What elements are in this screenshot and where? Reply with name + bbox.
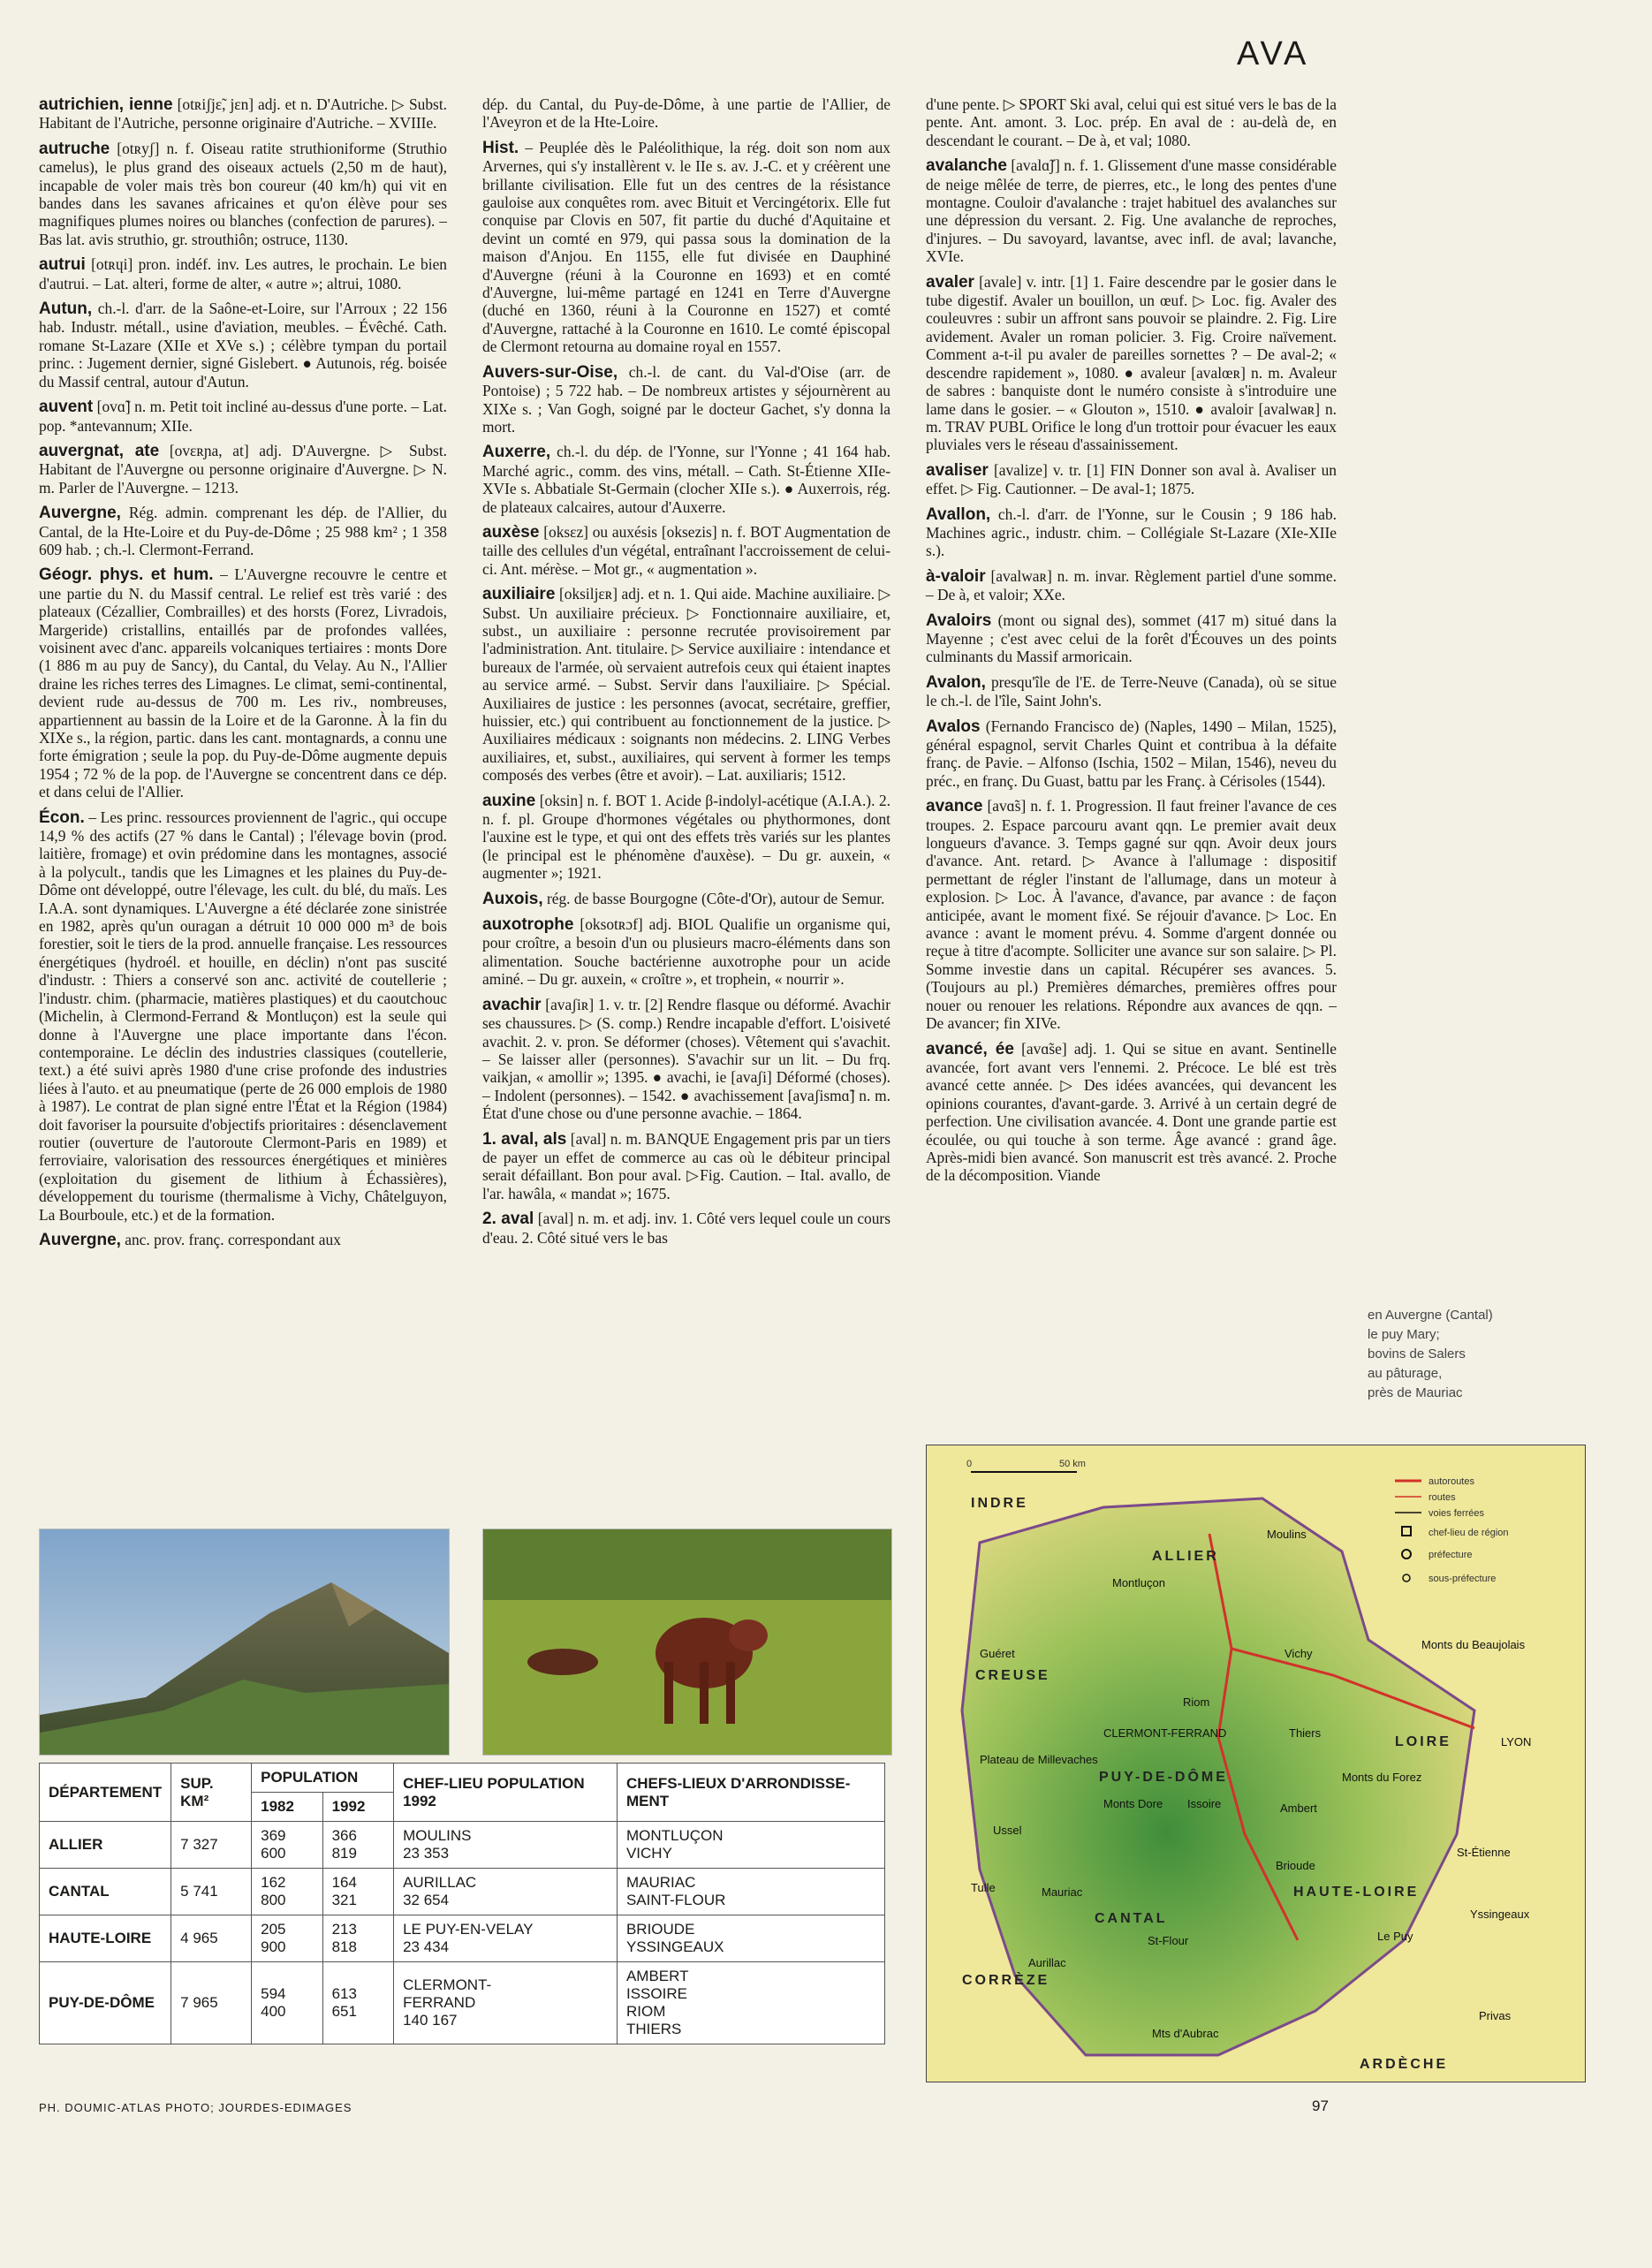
- dictionary-entry: [482, 996, 890, 1123]
- headword: Avaloirs: [926, 611, 992, 630]
- th-superficie: SUP. KM²: [171, 1764, 252, 1822]
- map-city-ussel: Ussel: [993, 1824, 1022, 1837]
- headword: autruche: [39, 139, 110, 158]
- page-number: 97: [1312, 2097, 1329, 2114]
- dictionary-entry: [39, 95, 447, 133]
- table-cell-arr: MONTLUÇON VICHY: [617, 1822, 884, 1869]
- headword: auxèse: [482, 522, 540, 542]
- map-legend-autoroutes: autoroutes: [1428, 1476, 1474, 1487]
- caption-line: au pâturage,: [1368, 1366, 1443, 1381]
- map-city-thiers: Thiers: [1289, 1726, 1322, 1740]
- map-legend-voies-ferrees: voies ferrées: [1428, 1508, 1484, 1519]
- map-scale-0: 0: [966, 1459, 973, 1469]
- entry-body: [avɑ̃se] adj. 1. Qui se situe en avant. Sentinelle avancée, fort avant vers l'ennemi. 2. Précoce. Le blé est très avancé cette année. ▷ Des idées avancées, qui devancent les opinions courantes, d'avant-garde. 3. Arrivé à un certain degré de perfection. Une civilisation avancée. 4. Dont une grande partie est écoulée, ou qui touche à son terme. Âge avancé : grand âge. Après-midi bien avancé. Son manuscrit est très avancé. 2. Proche de la décomposition. Viande: [926, 1039, 1337, 1185]
- dictionary-entry: [482, 443, 890, 516]
- departement-table: [39, 1763, 885, 2044]
- th-chefs-lieux-arr: CHEFS-LIEUX D'ARRONDISSE-MENT: [617, 1764, 884, 1822]
- headword: auxine: [482, 791, 536, 810]
- entry-body: [oksotʀɔf] adj. BIOL Qualifie un organisme qui, pour croître, a besoin d'un ou plusieurs macro-éléments dans son alimentation. Souche bactérienne auxotrophe pour un acide aminé. – Du gr. auxein, « croître », et trophein, « nourrir ».: [482, 915, 890, 989]
- table-cell-dept: CANTAL: [40, 1869, 171, 1915]
- th-departement: DÉPARTEMENT: [40, 1764, 171, 1822]
- dictionary-entry: [39, 808, 447, 1224]
- map-legend-sous-prefecture: sous-préfecture: [1428, 1574, 1497, 1584]
- entry-body: presqu'île de l'E. de Terre-Neuve (Canada), où se situe le ch.-l. de l'île, Saint John's.: [926, 672, 1337, 710]
- dictionary-entry: [482, 523, 890, 578]
- map-city-tulle: Tulle: [971, 1881, 996, 1894]
- headword: Auvers-sur-Oise,: [482, 362, 618, 382]
- entry-body: ch.-l. d'arr. de la Saône-et-Loire, sur l'Arroux ; 22 156 hab. Industr. métall., usine d'aviation, meubles. – Évêché. Cath. romane St-Lazare (XIIe et XVe s.) ; célèbre tympan du portail princ. : Jugement dernier, signé Gislebert. ● Autunois, rég. boisée du Massif central, autour d'Autun.: [39, 300, 447, 391]
- dictionary-entry: [926, 717, 1337, 791]
- table-cell-arr: BRIOUDE YSSINGEAUX: [617, 1915, 884, 1962]
- map-mts-aubrac: Mts d'Aubrac: [1152, 2027, 1219, 2040]
- table-row: [40, 1962, 885, 2044]
- headword: avance: [926, 797, 983, 816]
- running-head: AVA: [1237, 35, 1310, 72]
- entry-body: [oksɛz] ou auxésis [oksezis] n. f. BOT Augmentation de taille des cellules d'un végétal, entraînant l'accroissement de celui-ci. Ant. mérèse. – Mot gr., « augmentation ».: [482, 522, 890, 578]
- entry-body: [avale] v. intr. [1] 1. Faire descendre par le gosier dans le tube digestif. Avaler un bouillon, un œuf. ▷ Loc. fig. Avaler des couleuvres : subir un affront sans pouvoir se plaindre. 2. Fig. Lire avidement. Avaler un roman policier. 3. Fig. Croire naïvement. Comment a-t-il pu avaler de pareilles sornettes ? – De aval-2; « descendre rapidement », 1080. ● avaleur [avalœʀ] n. m. Avaleur de sabres : banquiste dont le numéro consiste à s'introduire une lame dans le gosier. – « Glouton », 1510. ● avaloir [avalwaʀ] n. m. TRAV PUBL Orifice le long d'un trottoir pour évacuer les eaux pluviales vers le réseau d'assainissement.: [926, 272, 1337, 454]
- dictionary-entry: [39, 565, 447, 800]
- map-city-mauriac: Mauriac: [1042, 1885, 1083, 1899]
- headword: avachir: [482, 995, 542, 1014]
- dictionary-entry: [39, 442, 447, 497]
- headword: avaler: [926, 272, 974, 292]
- dictionary-entry: [482, 139, 890, 356]
- dictionary-entry: [39, 140, 447, 248]
- column-2: [482, 95, 890, 1254]
- entry-body: ch.-l. du dép. de l'Yonne, sur l'Yonne ; 41 164 hab. Marché agric., comm. des vins, métall. – Cath. St-Étienne XIIe-XVIe s. Abbatiale St-Germain (clocher XIIe s.). ● Auxerrois, rég. de plateaux calcaires, autour d'Auxerre.: [482, 443, 890, 516]
- table-cell-p82: 594 400: [252, 1962, 322, 2044]
- map-city-lyon: LYON: [1501, 1735, 1532, 1748]
- map-plateau-millevaches: Plateau de Millevaches: [980, 1753, 1098, 1766]
- entry-body: – L'Auvergne recouvre le centre et une partie du N. du Massif central. Le relief est très varié : des plateaux (Cézallier, Combrailles) et des horsts (Forez, Livradois, Margeride) cristallins, entaillés par de profondes vallées, voisinent avec d'anc. appareils volcaniques tertiaires : monts Dore (1 886 m au puy de Sancy), du Cantal, du Velay. Au N., l'Allier draine les riches terres des Limagnes. Le climat, semi-continental, devient rude au-dessus de 700 m. Les riv., nombreuses, appartiennent au bassin de la Loire et de la Garonne. À la fin du XIXe s., la région, partic. dans les cant. montagnards, a connu une forte émigration ; seule la pop. du Puy-de-Dôme augmente depuis 1954 ; 72 % de la pop. de l'Auvergne se concentrent dans ce dép. et dans celui de l'Allier.: [39, 565, 447, 801]
- dictionary-entry: [482, 363, 890, 436]
- photo-puy-mary: [39, 1528, 450, 1756]
- table-cell-sup: 5 741: [171, 1869, 252, 1915]
- headword: avaliser: [926, 460, 989, 480]
- map-city-clermont: CLERMONT-FERRAND: [1103, 1726, 1227, 1740]
- dictionary-entry: [482, 792, 890, 883]
- headword: Auvergne,: [39, 1230, 121, 1249]
- table-cell-sup: 4 965: [171, 1915, 252, 1962]
- dictionary-entry: [39, 1231, 447, 1249]
- entry-body: dép. du Cantal, du Puy-de-Dôme, à une partie de l'Allier, de l'Aveyron et de la Hte-Loire.: [482, 95, 890, 132]
- map-city-aurillac: Aurillac: [1028, 1956, 1066, 1969]
- headword: Avalon,: [926, 672, 986, 692]
- headword: Géogr. phys. et hum.: [39, 565, 214, 585]
- map-region-correze: CORRÈZE: [962, 1973, 1050, 1988]
- headword: à-valoir: [926, 566, 986, 586]
- map-city-st-flour: St-Flour: [1148, 1934, 1189, 1947]
- dictionary-entry: [482, 1130, 890, 1203]
- entry-body: (Fernando Francisco de) (Naples, 1490 – Milan, 1525), général espagnol, servit Charles Quint et contribua à la défaite franç. de Pavie. – Alfonso (Ischia, 1502 – Milan, 1546), neveu du préc., en franç. Du Guast, battu par les Franç. à Cérisoles (1544).: [926, 717, 1337, 790]
- entry-body: [ovɛʀɲa, at] adj. D'Auvergne. ▷ Subst. Habitant de l'Auvergne ou personne originaire d'Auvergne. ▷ N. m. Parler de l'Auvergne. – 1213.: [39, 441, 447, 497]
- entry-body: – Les princ. ressources proviennent de l'agric., qui occupe 14,9 % des actifs (27 % dans le Cantal) ; l'élevage bovin (prod. laitière, fromage) et ovin prédomine dans les montagnes, associé à la polycult., tandis que les Limagnes et les plaines du Puy-de-Dôme ont développé, outre l'élevage, les cult. du blé, du maïs. Les I.A.A. sont dynamiques. L'Auvergne a été déclarée zone sinistrée en 1982, après qu'un ouragan a détruit 10 000 000 m³ de bois forestier, soit le tiers de la prod. annuelle française. Les ressources énergétiques (hydroél. et houille, en déclin) n'ont pas suscité d'industr. : Thiers a conservé son anc. activité de coutellerie ; l'industr. chim. (pharmacie, matières plastiques) et du caoutchouc (Michelin, à Clermond-Ferrand & Montluçon) est la seule qui donne à l'Auvergne une place importante dans l'écon. contemporaine. Le déclin des industries classiques (coutellerie, text.) a été suivi après 1980 d'une crise profonde des industries liées à l'auto. et au pneumatique (perte de 26 000 emplois de 1980 à 1987). Le contrat de plan signé entre l'État et la Région (1984) doit favoriser la poursuite d'objectifs prioritaires : désenclavement routier (ouverture de l'autoroute Clermont-Paris en 1989) et ferroviaire, valorisation des ressources énergétiques et minières (exploitation du gisement de lithium à Échassières), développement du tourisme (thermalisme à Vichy, Châtelguyon, La Bourboule, etc.) et de la formation.: [39, 808, 447, 1224]
- map-city-privas: Privas: [1479, 2009, 1512, 2022]
- entry-body: rég. de basse Bourgogne (Côte-d'Or), autour de Semur.: [542, 889, 885, 907]
- photo-credit: PH. DOUMIC-ATLAS PHOTO; JOURDES-EDIMAGES: [39, 2101, 352, 2114]
- caption-line: bovins de Salers: [1368, 1346, 1466, 1362]
- map-monts-forez: Monts du Forez: [1342, 1771, 1422, 1784]
- entry-body: [avɑ̃s] n. f. 1. Progression. Il faut freiner l'avance de ces troupes. 2. Espace parcouru avant qqn. Le premier avait deux longueurs d'avance. 3. Temps gagné sur qqn. Avoir deux jours d'avance. Ant. retard. ▷ Avance à l'allumage : dispositif permettant de régler l'instant de l'allumage, dans un moteur à explosion. ▷ Loc. À l'avance, d'avance, par avance : de façon anticipée, avant le moment fixé. Se réjouir d'avance. ▷ Loc. En avance : avant le moment prévu. 4. Somme d'argent donnée ou reçue à titre d'acompte. Solliciter une avance sur son salaire. ▷ Pl. Somme investie dans un capital. Récupérer ses avances. 5. (Toujours au pl.) Premières démarches, premières offres pour nouer ou renouer les relations. Répondre aux avances de qqn. – De avancer; fin XIVe.: [926, 797, 1337, 1033]
- dictionary-entry: [482, 1210, 890, 1247]
- entry-body: [oksiljɛʀ] adj. et n. 1. Qui aide. Machine auxiliaire. ▷ Subst. Un auxiliaire précieux. ▷ Fonctionnaire auxiliaire, et, subst., un auxiliaire : personne recrutée provisoirement par l'administration. Ant. titulaire. ▷ Service auxiliaire : intendance et bureaux de l'armée, où servaient autrefois ceux qui étaient inaptes au service armé. – Subst. Servir dans l'auxiliaire. ▷ Spécial. Auxiliaires de justice : les personnes (avocat, secrétaire, greffier, huissier, etc.) qui contribuent au fonctionnement de la justice. ▷ Auxiliaires médicaux : soignants non médecins. 2. LING Verbes auxiliaires, et, subst., auxiliaires, qui servent à former les temps composés des verbes (être et avoir). – Lat. auxiliaris; 1512.: [482, 585, 890, 785]
- th-population: POPULATION: [252, 1764, 394, 1793]
- column-3: [926, 95, 1337, 1192]
- table-cell-dept: ALLIER: [40, 1822, 171, 1869]
- headword: Auvergne,: [39, 504, 121, 523]
- headword: avancé, ée: [926, 1039, 1014, 1058]
- table-cell-p82: 205 900: [252, 1915, 322, 1962]
- map-legend-chef-lieu: chef-lieu de région: [1428, 1528, 1509, 1538]
- entry-body: [avalwaʀ] n. m. invar. Règlement partiel d'une somme. – De à, et valoir; XXe.: [926, 566, 1337, 604]
- entry-body: [otʀɥi] pron. indéf. inv. Les autres, le prochain. Le bien d'autrui. – Lat. alteri, forme de alter, « autre »; altrui, 1080.: [39, 255, 447, 292]
- map-region-puy-de-dome: PUY-DE-DÔME: [1099, 1770, 1228, 1785]
- dictionary-entry: [926, 1040, 1337, 1185]
- table-cell-arr: AMBERT ISSOIRE RIOM THIERS: [617, 1962, 884, 2044]
- map-city-montlucon: Montluçon: [1112, 1576, 1165, 1589]
- dictionary-entry: [926, 95, 1337, 149]
- headword: autrichien, ienne: [39, 95, 173, 114]
- map-region-ardeche: ARDÈCHE: [1360, 2057, 1449, 2072]
- table-cell-chef: CLERMONT- FERRAND 140 167: [394, 1962, 618, 2044]
- map-city-ambert: Ambert: [1280, 1802, 1317, 1815]
- map-region-allier: ALLIER: [1152, 1549, 1219, 1564]
- headword: Auxerre,: [482, 443, 551, 462]
- map-city-yssingeaux: Yssingeaux: [1470, 1908, 1530, 1921]
- th-1982: 1982: [252, 1793, 322, 1822]
- headword: avalanche: [926, 156, 1007, 176]
- headword: auvergnat, ate: [39, 441, 160, 460]
- entry-body: (mont ou signal des), sommet (417 m) situé dans la Mayenne ; c'est avec celui de la forêt d'Écouves un des points culminants du Massif armoricain.: [926, 611, 1337, 666]
- headword: Auxois,: [482, 889, 543, 908]
- map-city-brioude: Brioude: [1276, 1859, 1315, 1872]
- column-1: [39, 95, 447, 1256]
- entry-body: Rég. admin. comprenant les dép. de l'Allier, du Cantal, de la Hte-Loire et du Puy-de-Dôme ; 25 988 km² ; 1 358 609 hab. ; ch.-l. Clermont-Ferrand.: [39, 504, 447, 558]
- table-cell-arr: MAURIAC SAINT-FLOUR: [617, 1869, 884, 1915]
- dictionary-entry: [482, 585, 890, 784]
- headword: Avalos: [926, 717, 981, 736]
- map-city-monts-dore: Monts Dore: [1103, 1797, 1163, 1810]
- caption-line: près de Mauriac: [1368, 1385, 1463, 1400]
- dictionary-entry: [926, 461, 1337, 498]
- table-row: [40, 1915, 885, 1962]
- auvergne-map: [926, 1445, 1586, 2082]
- dictionary-entry: [926, 611, 1337, 666]
- table-cell-chef: MOULINS 23 353: [394, 1822, 618, 1869]
- headword: Hist.: [482, 138, 519, 157]
- headword: 1. aval, als: [482, 1129, 567, 1149]
- map-city-gueret: Guéret: [980, 1647, 1015, 1660]
- dictionary-entry: [39, 255, 447, 292]
- entry-body: [avalize] v. tr. [1] FIN Donner son aval à. Avaliser un effet. ▷ Fig. Cautionner. – De aval-1; 1875.: [926, 460, 1337, 498]
- entry-body: ch.-l. de cant. du Val-d'Oise (arr. de Pontoise) ; 5 722 hab. – De nombreux artistes y séjournèrent au XIXe s. ; Van Gogh, soigné par le docteur Gachet, s'y donna la mort.: [482, 362, 890, 436]
- entry-body: anc. prov. franç. correspondant aux: [120, 1230, 341, 1248]
- table-cell-p92: 164 321: [322, 1869, 393, 1915]
- dictionary-entry: [926, 797, 1337, 1032]
- dictionary-entry: [482, 890, 890, 908]
- map-region-cantal: CANTAL: [1095, 1911, 1168, 1926]
- dictionary-entry: [482, 95, 890, 132]
- map-region-loire: LOIRE: [1395, 1734, 1451, 1749]
- dictionary-entry: [926, 273, 1337, 454]
- entry-body: [otʀyʃ] n. f. Oiseau ratite struthioniforme (Struthio camelus), le plus grand des oiseaux actuels (2,50 m de haut), incapable de voler mais très bon coureur (40 km/h) qui vit en bandes dans les savanes africaines et qu'on élève pour ses magnifiques plumes noires ou blanches (confection de parures). – Bas lat. avis struthio, gr. strouthiôn; ostruce, 1130.: [39, 139, 447, 248]
- dictionary-entry: [39, 300, 447, 391]
- entry-body: [ovɑ̃] n. m. Petit toit incliné au-dessus d'une porte. – Lat. pop. *antevannum; XIIe.: [39, 398, 447, 435]
- entry-body: [otʀiʃjɛ̃, jɛn] adj. et n. D'Autriche. ▷ Subst. Habitant de l'Autriche, personne originaire d'Autriche. – XVIIIe.: [39, 95, 447, 133]
- dictionary-entry: [926, 156, 1337, 265]
- th-1992: 1992: [322, 1793, 393, 1822]
- map-region-haute-loire: HAUTE-LOIRE: [1293, 1885, 1420, 1900]
- map-city-vichy: Vichy: [1284, 1647, 1313, 1660]
- table-cell-sup: 7 965: [171, 1962, 252, 2044]
- dictionary-entry: [926, 673, 1337, 710]
- headword: 2. aval: [482, 1210, 534, 1229]
- entry-body: [aval] n. m. BANQUE Engagement pris par un tiers de payer un effet de commerce au cas où le débiteur principal serait défaillant. Bon pour aval. ▷Fig. Caution. – Ital. avallo, de l'ar. hawâla, « mandat »; 1675.: [482, 1129, 890, 1202]
- map-legend-routes: routes: [1428, 1492, 1456, 1503]
- headword: autrui: [39, 255, 86, 275]
- dictionary-entry: [482, 915, 890, 989]
- table-cell-p82: 369 600: [252, 1822, 322, 1869]
- headword: auxotrophe: [482, 915, 574, 935]
- entry-body: – Peuplée dès le Paléolithique, la rég. doit son nom aux Arvernes, qui s'y installèrent v. le IIe s. av. J.-C. et y créèrent une brillante civilisation. Elle fut un des centres de la résistance gauloise aux conquêtes rom. avec Bituit et Vercingétorix. Elle fut conquise par Clovis en 507, fit partie du duché d'Aquitaine et devint un comté en 979, qui passa sous la domination de la maison d'Anjou. En 1155, elle fut divisée en Dauphiné d'Auvergne (réuni à la Couronne en 1693) et en comté d'Auvergne, lui-même partagé en 1241 en Terre d'Auvergne (duché en 1360, réuni à la Couronne en 1527) et comté d'Auvergne, rattaché à la Couronne en 1610. Le comté épiscopal de Clermont retourna au domaine royal en 1557.: [482, 138, 890, 356]
- dictionary-entry: [926, 505, 1337, 560]
- photo-caption: [1368, 1306, 1544, 1403]
- entry-body: [aval] n. m. et adj. inv. 1. Côté vers lequel coule un cours d'eau. 2. Côté situé vers le bas: [482, 1210, 890, 1247]
- table-row: [40, 1869, 885, 1915]
- table-cell-p82: 162 800: [252, 1869, 322, 1915]
- dictionary-entry: [39, 398, 447, 435]
- headword: Avallon,: [926, 504, 991, 524]
- map-city-st-etienne: St-Étienne: [1457, 1846, 1511, 1859]
- entry-body: ch.-l. d'arr. de l'Yonne, sur le Cousin ; 9 186 hab. Machines agric., industr. chim. – Collégiale St-Lazare (XIe-XIIe s.).: [926, 504, 1337, 560]
- headword: Autun,: [39, 300, 93, 319]
- headword: auxiliaire: [482, 585, 556, 604]
- table-row: [40, 1822, 885, 1869]
- table-cell-sup: 7 327: [171, 1822, 252, 1869]
- headword: Écon.: [39, 808, 85, 827]
- table-cell-p92: 613 651: [322, 1962, 393, 2044]
- headword: auvent: [39, 398, 94, 417]
- photo-salers-cows: [482, 1528, 892, 1756]
- caption-line: le puy Mary;: [1368, 1327, 1440, 1342]
- map-city-issoire: Issoire: [1187, 1797, 1222, 1810]
- th-chef-lieu: CHEF-LIEU POPULATION 1992: [394, 1764, 618, 1822]
- entry-body: d'une pente. ▷ SPORT Ski aval, celui qui est situé vers le bas de la pente. Ant. amont. 3. Loc. prép. En aval de : au-delà de, en descendant le courant. – De à, et val; 1080.: [926, 95, 1337, 149]
- table-cell-dept: HAUTE-LOIRE: [40, 1915, 171, 1962]
- entry-body: [oksin] n. f. BOT 1. Acide β-indolyl-acétique (A.I.A.). 2. n. f. pl. Groupe d'hormones végétales ou phythormones, dont l'auxine est le type, et qui ont des effets très variés sur les plantes (le principal est le phénomène d'auxèse). – Du gr. auxein, « augmenter »; 1921.: [482, 791, 890, 883]
- map-city-riom: Riom: [1183, 1695, 1210, 1709]
- table-cell-p92: 213 818: [322, 1915, 393, 1962]
- map-city-le-puy: Le Puy: [1377, 1930, 1413, 1943]
- dictionary-entry: [39, 504, 447, 558]
- map-region-creuse: CREUSE: [975, 1668, 1050, 1683]
- dictionary-entry: [926, 567, 1337, 604]
- map-city-moulins: Moulins: [1267, 1528, 1307, 1541]
- entry-body: [avalɑ̃ʃ] n. f. 1. Glissement d'une masse considérable de neige mêlée de terre, de pierres, etc., le long des pentes d'une montagne. Couloir d'avalanche : trajet habituel des avalanches sur une dépression du versant. 2. Fig. Une avalanche de reproches, d'injures. – Du savoyard, lavantse, avec infl. de aval; lavanche, XVIe.: [926, 156, 1337, 266]
- table-cell-p92: 366 819: [322, 1822, 393, 1869]
- map-monts-beaujolais: Monts du Beaujolais: [1421, 1638, 1526, 1651]
- entry-body: [avaʃiʀ] 1. v. tr. [2] Rendre flasque ou déformé. Avachir ses chaussures. ▷ (S. comp.) Rendre incapable d'effort. L'oisiveté avachit. 2. v. pron. Se déformer (choses). Vêtement qui s'avachit. – Se laisser aller (personnes). S'avachir sur un lit. – Du frq. vaikjan, « amollir »; 1395. ● avachi, ie [avaʃi] Déformé (choses). – Indolent (personnes). – 1542. ● avachissement [avaʃismɑ̃] n. m. État d'une chose ou d'une personne avachie. – 1864.: [482, 995, 890, 1123]
- table-cell-chef: LE PUY-EN-VELAY 23 434: [394, 1915, 618, 1962]
- table-cell-dept: PUY-DE-DÔME: [40, 1962, 171, 2044]
- map-region-indre: INDRE: [971, 1496, 1028, 1511]
- table-cell-chef: AURILLAC 32 654: [394, 1869, 618, 1915]
- map-legend-prefecture: préfecture: [1428, 1550, 1473, 1560]
- map-scale-50: 50 km: [1059, 1459, 1086, 1469]
- caption-line: en Auvergne (Cantal): [1368, 1308, 1493, 1323]
